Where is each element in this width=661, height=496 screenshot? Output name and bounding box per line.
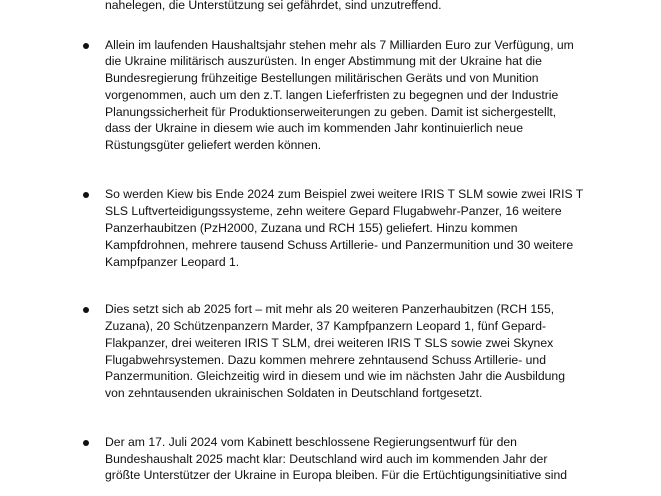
paragraph-2-line-2: SLS Luftverteidigungssysteme, zehn weitere Gepard Flugabwehr-Panzer, 16 weitere — [105, 204, 562, 218]
bullet-icon — [83, 43, 89, 49]
paragraph-1-line-5: Planungssicherheit für Produktionserweiterungen zu geben. Damit ist sichergestellt, — [105, 105, 557, 119]
paragraph-3-line-5: Panzermunition. Gleichzeitig wird in diesem und wie im nächsten Jahr die Ausbildung — [105, 369, 565, 383]
paragraph-3-line-2: Zuzana), 20 Schützenpanzern Marder, 37 Kampfpanzern Leopard 1, fünf Gepard- — [105, 319, 547, 333]
paragraph-2-line-1: So werden Kiew bis Ende 2024 zum Beispiel zwei weitere IRIS T SLM sowie zwei IRIS T — [105, 187, 584, 201]
paragraph-1-line-3: Bundesregierung frühzeitige Bestellungen militärischen Geräts und von Munition — [105, 71, 539, 85]
paragraph-2-line-5: Kampfpanzer Leopard 1. — [105, 255, 240, 269]
paragraph-3-line-4: Flugabwehrsystemen. Dazu kommen mehrere zehntausend Schuss Artillerie- und — [105, 353, 546, 367]
bullet-icon — [83, 440, 89, 446]
paragraph-2-line-3: Panzerhaubitzen (PzH2000, Zuzana und RCH 155) geliefert. Hinzu kommen — [105, 221, 518, 235]
paragraph-3-line-1: Dies setzt sich ab 2025 fort – mit mehr als 20 weiteren Panzerhaubitzen (RCH 155, — [105, 302, 555, 316]
bullet-icon — [83, 307, 89, 313]
paragraph-1-line-4: vorgenommen, auch um den z.T. langen Lieferfristen zu begegnen und der Industrie — [105, 88, 559, 102]
paragraph-3-line-6: von zehntausenden ukrainischen Soldaten in Deutschland fortgesetzt. — [105, 386, 483, 400]
paragraph-4-line-2: Bundeshaushalt 2025 macht klar: Deutschland wird auch im kommenden Jahr der — [105, 452, 548, 466]
paragraph-3-line-3: Flakpanzer, drei weiteren IRIS T SLM, drei weiteren IRIS T SLS sowie zwei Skynex — [105, 336, 554, 350]
paragraph-1-line-6: dass der Ukraine in diesem wie auch im kommenden Jahr kontinuierlich neue — [105, 121, 523, 135]
top-fragment-line: nahelegen, die Unterstützung sei gefährdet, sind unzutreffend. — [105, 0, 442, 12]
paragraph-1-line-2: die Ukraine militärisch auszurüsten. In enger Abstimmung mit der Ukraine hat die — [105, 54, 542, 68]
paragraph-1-line-7: Rüstungsgüter geliefert werden können. — [105, 138, 322, 152]
paragraph-4-line-3: größte Unterstützer der Ukraine in Europa bleiben. Für die Ertüchtigungsinitiative sind — [105, 468, 568, 482]
bullet-icon — [83, 192, 89, 198]
paragraph-2-line-4: Kampfdrohnen, mehrere tausend Schuss Artillerie- und Panzermunition und 30 weitere — [105, 238, 574, 252]
paragraph-1-line-1: Allein im laufenden Haushaltsjahr stehen mehr als 7 Milliarden Euro zur Verfügung, um — [105, 38, 574, 52]
paragraph-4-line-1: Der am 17. Juli 2024 vom Kabinett beschlossene Regierungsentwurf für den — [105, 435, 517, 449]
